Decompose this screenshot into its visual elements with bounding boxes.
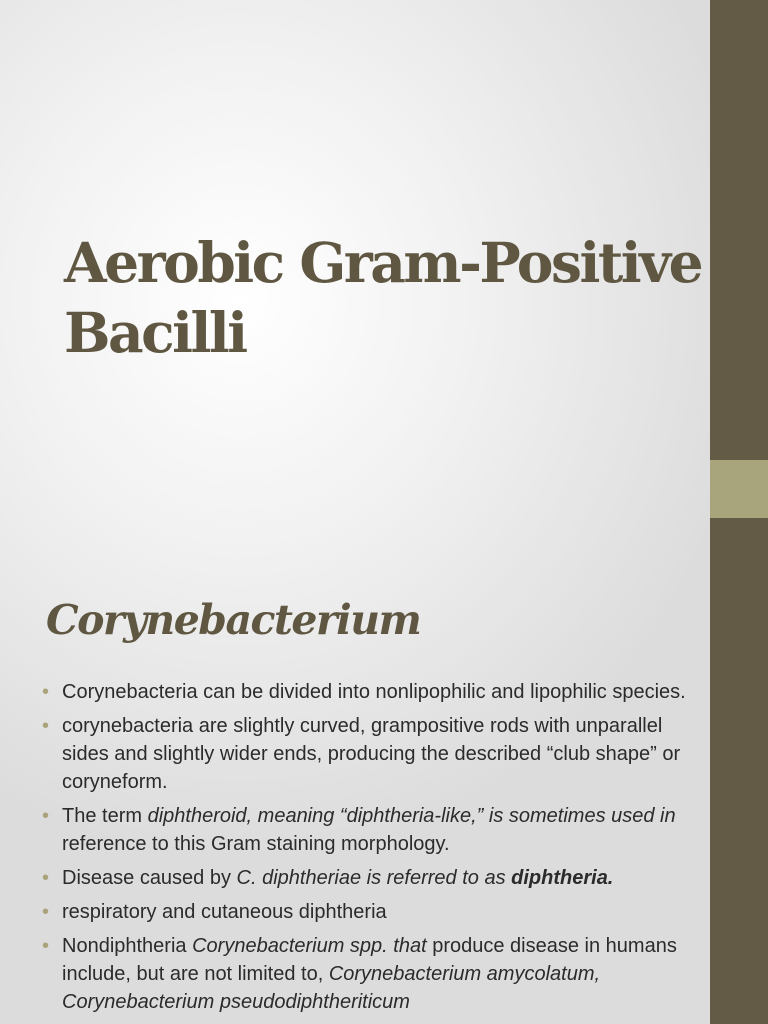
slide-title	[64, 228, 714, 368]
title-line-2: Bacilli	[64, 300, 246, 365]
bullet-text: Nondiphtheria	[62, 935, 193, 957]
bullet-text-bold: diphtheria.	[511, 867, 614, 889]
bullet-dot-icon: •	[42, 805, 50, 827]
bullet-item-6	[42, 932, 704, 1016]
bullet-dot-icon: •	[42, 715, 50, 737]
bullet-text: Disease caused by	[62, 867, 237, 889]
bullet-text: Corynebacteria can be divided into nonlipophilic and lipophilic species.	[62, 681, 686, 703]
bullet-item-1	[42, 678, 704, 706]
bullet-item-2	[42, 712, 704, 796]
bullet-item-5	[42, 898, 704, 926]
bullet-text-italic: Corynebacterium spp. that	[192, 935, 427, 957]
bullet-item-4	[42, 864, 704, 892]
bullet-text: reference to this Gram staining morphology.	[62, 833, 450, 855]
bullet-dot-icon: •	[42, 935, 50, 957]
section-heading: Corynebacterium	[46, 596, 421, 644]
bullet-text: respiratory and cutaneous diphtheria	[62, 901, 387, 923]
bullet-text: corynebacteria are slightly curved, grampositive rods with unparallel sides and slightly wider ends, producing the described “club shape” or coryneform.	[62, 715, 681, 793]
bullet-item-3	[42, 802, 704, 858]
bullet-list	[42, 678, 704, 1022]
bullet-text: produce disease in humans include, but are not limited to,	[62, 935, 677, 985]
bullet-text-italic: Corynebacterium amycolatum, Corynebacterium pseudodiphtheriticum	[62, 963, 601, 1013]
bullet-text-italic: C. diphtheriae is referred to as	[236, 867, 512, 889]
side-accent-block	[710, 460, 768, 518]
bullet-dot-icon: •	[42, 867, 50, 889]
bullet-text: The term	[62, 805, 148, 827]
title-line-1: Aerobic Gram-Positive	[64, 230, 702, 295]
bullet-text-italic: diphtheroid, meaning “diphtheria-like,” is sometimes used in	[147, 805, 676, 827]
bullet-dot-icon: •	[42, 901, 50, 923]
bullet-dot-icon: •	[42, 681, 50, 703]
